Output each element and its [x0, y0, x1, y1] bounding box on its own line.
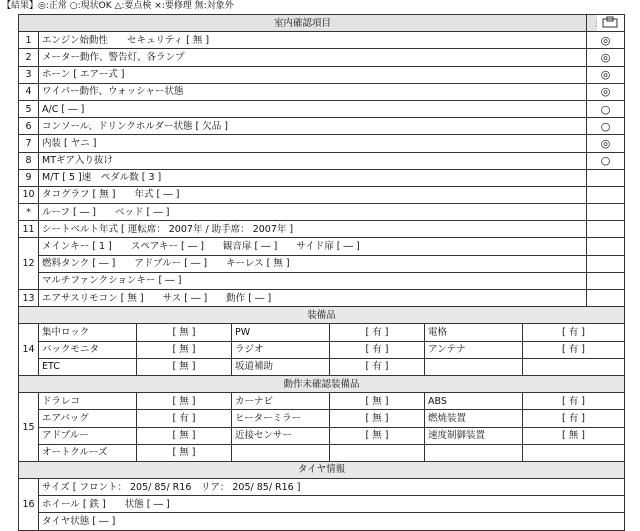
tire-row [19, 513, 625, 530]
result-mark [587, 186, 625, 203]
equip-value: [ 無 ] [137, 393, 232, 410]
item-text: ワイパー動作、ウォッシャー状態 [39, 83, 587, 100]
equip-value: [ 有 ] [523, 410, 625, 427]
inspection-table [18, 14, 625, 531]
equip-name: 速度制御装置 [425, 427, 523, 444]
equip-value: [ 有 ] [137, 410, 232, 427]
row-number: 11 [19, 221, 39, 238]
item-text: シートベルト年式 [ 運転席： 2007年 / 助手席： 2007年 ] [39, 221, 587, 238]
equipment-header [19, 307, 625, 324]
equip-name: カーナビ [232, 393, 330, 410]
unconfirmed-row [19, 410, 625, 427]
result-mark: ◎ [587, 32, 625, 49]
item-text: メーター動作、警告灯、各ランプ [39, 49, 587, 66]
row-number: 16 [19, 479, 39, 531]
equip-value: [ 有 ] [330, 358, 425, 375]
item-text: 燃料タンク [ ― ] アドブルー [ ― ] キーレス [ 無 ] [39, 255, 587, 272]
equip-name: オートクルーズ [39, 444, 137, 461]
item-text: エアサスリモコン [ 無 ] サス [ ― ] 動作 [ ― ] [39, 290, 587, 307]
equip-name: 燃焼装置 [425, 410, 523, 427]
result-mark: ◎ [587, 49, 625, 66]
row-number: 5 [19, 100, 39, 117]
item-text: 内装 [ ヤニ ] [39, 135, 587, 152]
result-mark: ○ [587, 152, 625, 169]
tire-row [19, 479, 625, 496]
result-mark: ○ [587, 100, 625, 117]
result-mark [587, 204, 625, 221]
equip-value [330, 444, 425, 461]
equip-value [523, 358, 625, 375]
equip-name: エアバッグ [39, 410, 137, 427]
row-number: 8 [19, 152, 39, 169]
equip-name: 近接センサー [232, 427, 330, 444]
equip-name [232, 444, 330, 461]
tire-row [19, 496, 625, 513]
item-text: メインキー [ 1 ] スペアキー [ ― ] 観音扉 [ ― ] サイド扉 [ ― ] [39, 238, 587, 255]
section-title: 装備品 [19, 307, 625, 324]
unconfirmed-row [19, 444, 625, 461]
unconfirmed-row [19, 427, 625, 444]
equip-value: [ 無 ] [330, 410, 425, 427]
item-row [19, 238, 625, 255]
equip-value: [ 有 ] [523, 393, 625, 410]
item-row [19, 152, 625, 169]
equip-name: ETC [39, 358, 137, 375]
row-number: 14 [19, 324, 39, 376]
equip-value: [ 無 ] [330, 393, 425, 410]
result-mark [587, 238, 625, 255]
equip-name: ドラレコ [39, 393, 137, 410]
item-row [19, 204, 625, 221]
equipment-row [19, 324, 625, 341]
item-row [19, 272, 625, 289]
row-number: 15 [19, 393, 39, 462]
equip-value: [ 無 ] [330, 427, 425, 444]
equip-name: アンテナ [425, 341, 523, 358]
item-text: ルーフ [ ― ] ベッド [ ― ] [39, 204, 587, 221]
result-mark: ◎ [587, 135, 625, 152]
equip-name: 坂道補助 [232, 358, 330, 375]
result-mark: ◎ [587, 83, 625, 100]
tire-text: ホイール [ 鉄 ] 状態 [ ― ] [39, 496, 625, 513]
item-text: コンソール、ドリンクホルダー状態 [ 欠品 ] [39, 118, 587, 135]
equip-name [425, 444, 523, 461]
result-mark: ○ [587, 118, 625, 135]
item-text: ホーン [ エアー式 ] [39, 66, 587, 83]
equip-name: アドブルー [39, 427, 137, 444]
item-row [19, 135, 625, 152]
equip-value: [ 無 ] [137, 427, 232, 444]
item-row [19, 83, 625, 100]
section-title: 動作未確認装備品 [19, 375, 625, 392]
row-number: 1 [19, 32, 39, 49]
result-mark [587, 169, 625, 186]
item-row [19, 49, 625, 66]
item-text: A/C [ ― ] [39, 100, 587, 117]
result-mark: ◎ [587, 66, 625, 83]
equip-name [425, 358, 523, 375]
row-number: 9 [19, 169, 39, 186]
item-row [19, 186, 625, 203]
equip-name: ラジオ [232, 341, 330, 358]
item-text: エンジン始動性 セキュリティ [ 無 ] [39, 32, 587, 49]
equip-value: [ 無 ] [523, 427, 625, 444]
row-number: 4 [19, 83, 39, 100]
item-row [19, 118, 625, 135]
item-text: M/T [ 5 ]速 ペダル数 [ 3 ] [39, 169, 587, 186]
result-legend: 【結果】◎:正常 ○:現状OK △:要点検 ×:要修理 無:対象外 [2, 1, 234, 11]
row-number: 10 [19, 186, 39, 203]
item-text: マルチファンクションキー [ ― ] [39, 272, 587, 289]
item-row [19, 100, 625, 117]
equip-name: バックモニタ [39, 341, 137, 358]
result-mark [587, 255, 625, 272]
equipment-row [19, 341, 625, 358]
header-row [19, 15, 625, 32]
equipment-row [19, 358, 625, 375]
item-row [19, 221, 625, 238]
equip-value: [ 有 ] [523, 341, 625, 358]
tire-text: タイヤ状態 [ ― ] [39, 513, 625, 530]
item-row [19, 66, 625, 83]
item-row [19, 169, 625, 186]
item-row [19, 32, 625, 49]
item-row [19, 255, 625, 272]
equip-name: 電格 [425, 324, 523, 341]
equip-value: [ 有 ] [523, 324, 625, 341]
car-icon [597, 14, 625, 32]
row-number: 7 [19, 135, 39, 152]
item-text: タコグラフ [ 無 ] 年式 [ ― ] [39, 186, 587, 203]
row-number: 13 [19, 290, 39, 307]
item-text: MTギア入り抜け [39, 152, 587, 169]
row-number: 3 [19, 66, 39, 83]
tire-text: サイズ [ フロント： 205/ 85/ R16 リア： 205/ 85/ R16 ] [39, 479, 625, 496]
equip-value: [ 無 ] [137, 444, 232, 461]
row-number: 2 [19, 49, 39, 66]
equip-value: [ 無 ] [137, 358, 232, 375]
section-title: タイヤ情報 [19, 461, 625, 478]
equip-name: PW [232, 324, 330, 341]
result-mark [587, 290, 625, 307]
unconfirmed-header [19, 375, 625, 392]
equip-name: 集中ロック [39, 324, 137, 341]
tires-header [19, 461, 625, 478]
equip-value: [ 無 ] [137, 324, 232, 341]
result-mark [587, 272, 625, 289]
row-number: 12 [19, 238, 39, 290]
result-mark [587, 221, 625, 238]
equip-value [523, 444, 625, 461]
section-title: 室内確認項目 [19, 15, 587, 32]
row-number: * [19, 204, 39, 221]
equip-name: ABS [425, 393, 523, 410]
equip-name: ヒーターミラー [232, 410, 330, 427]
equip-value: [ 無 ] [137, 341, 232, 358]
equip-value: [ 有 ] [330, 341, 425, 358]
unconfirmed-row [19, 393, 625, 410]
equip-value: [ 有 ] [330, 324, 425, 341]
row-number: 6 [19, 118, 39, 135]
item-row [19, 290, 625, 307]
